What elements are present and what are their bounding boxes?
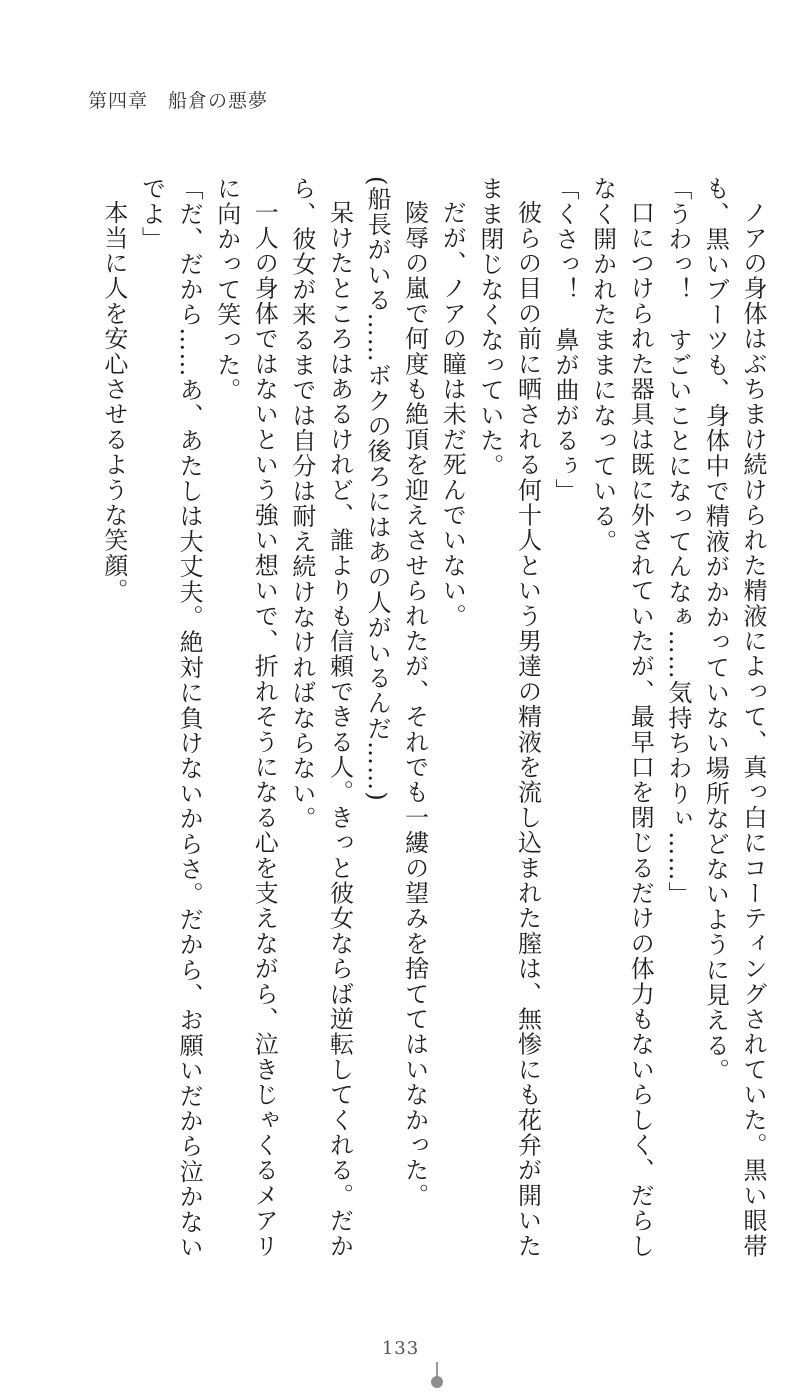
paragraph: だが、ノアの瞳は未だ死んでいない。 xyxy=(438,200,467,629)
paragraph: 「だ、だから……あ、あたしは大丈夫。絶対に負けないからさ。だから、お願いだから泣かないでよ」 xyxy=(137,176,204,1260)
body-text xyxy=(71,176,771,1276)
paragraph: 「うわっ！ すごいことになってんなぁ……気持ちわりぃ……」 xyxy=(663,176,692,907)
paragraph: 呆けたところはあるけれど、誰よりも信頼できる人。きっと彼女ならば逆転してくれる。だから、彼女が来るまでは自分は耐え続けなければならない。 xyxy=(287,176,354,1259)
page-marker-dot xyxy=(431,1376,443,1388)
running-head: 第四章 船倉の悪夢 xyxy=(88,90,269,112)
page-number: 133 xyxy=(381,1338,420,1359)
paragraph: 本当に人を安心させるような笑顔。 xyxy=(99,200,128,604)
paragraph: 「くさっ！ 鼻が曲がるぅ」 xyxy=(551,176,580,504)
paragraph: 一人の身体ではないという強い想いで、折れそうになる心を支えながら、泣きじゃくるメアリに向かって笑った。 xyxy=(212,176,279,1259)
paragraph: ノアの身体はぶちまけ続けられた精液によって、真っ白にコーティングされていた。黒い眼帯も、黒いブーツも、身体中で精液がかかっていない場所などないように見える。 xyxy=(701,176,767,1259)
paragraph: 陵辱の嵐で何度も絶頂を迎えさせられたが、それでも一縷の望みを捨ててはいなかった。 xyxy=(400,200,429,1208)
paragraph: 口につけられた器具は既に外されていたが、最早口を閉じるだけの体力もないらしく、だらしなく開かれたままになっている。 xyxy=(588,176,655,1259)
page-footer xyxy=(0,1338,801,1359)
paragraph: (船長がいる……ボクの後ろにはあの人がいるんだ……) xyxy=(363,176,392,802)
paragraph: 彼らの目の前に晒される何十人という男達の精液を流し込まれた膣は、無惨にも花弁が開いたまま閉じなくなっていた。 xyxy=(475,176,542,1259)
